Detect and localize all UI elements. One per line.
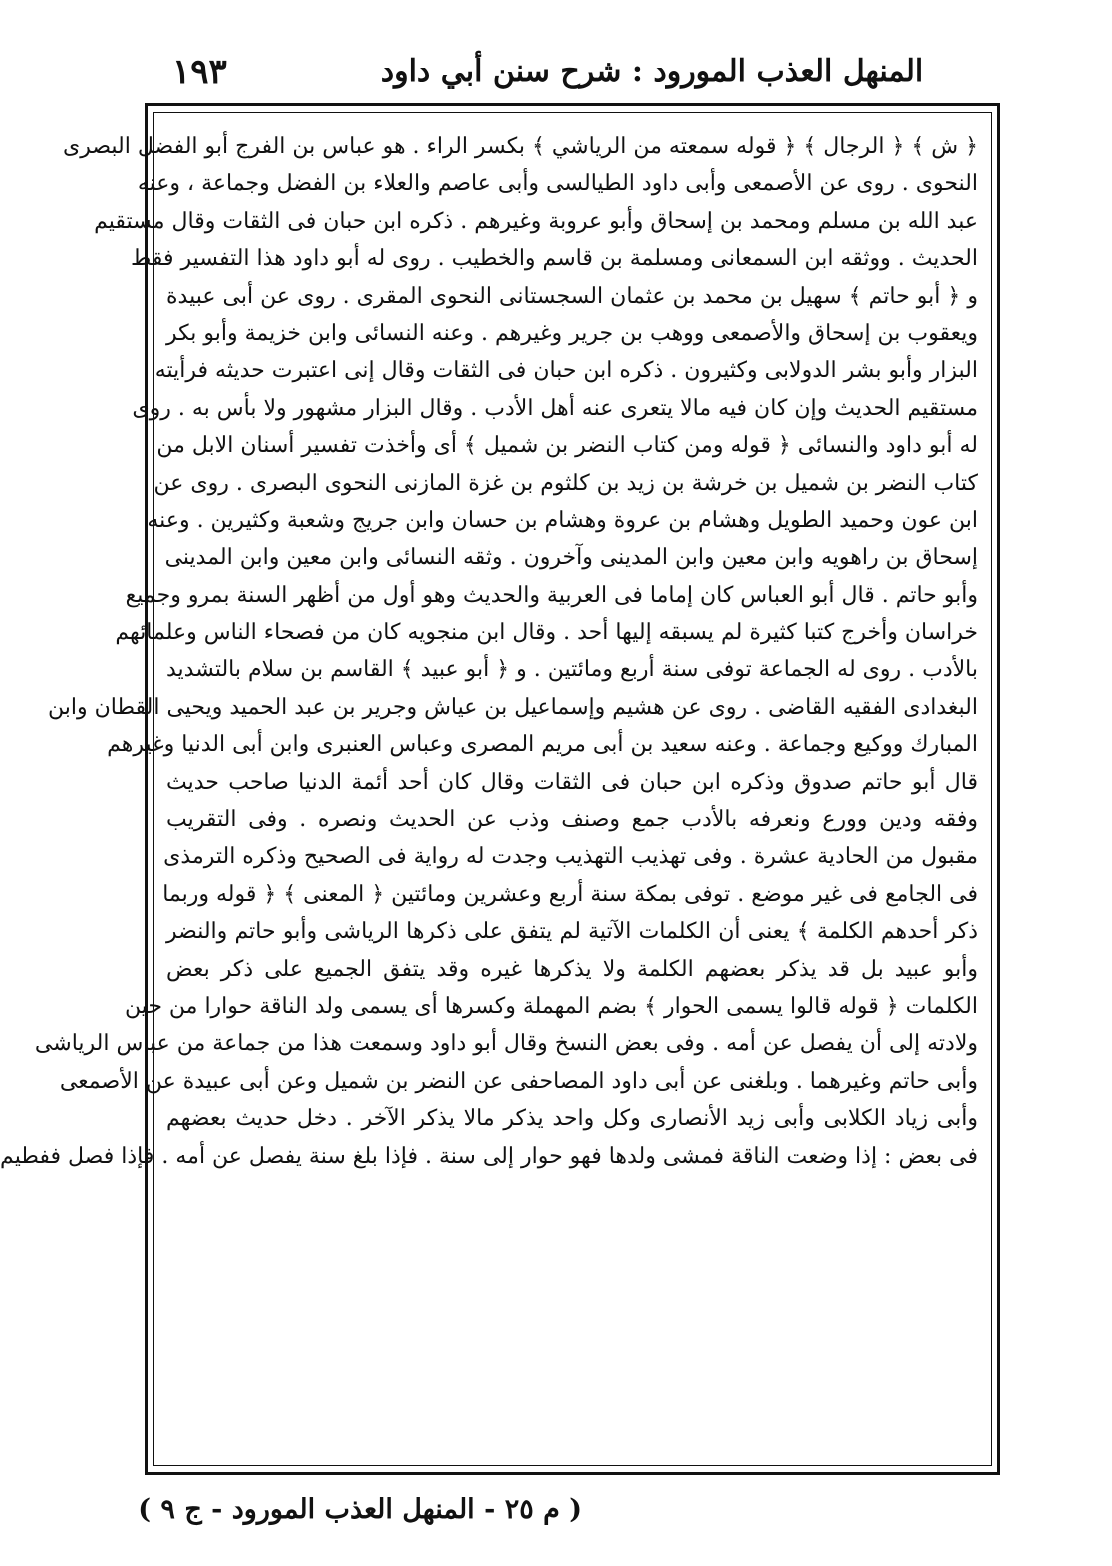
- page-number: ١٩٣: [172, 52, 227, 92]
- text-line: له أبو داود والنسائى ﴿ قوله ومن كتاب النضر بن شميل ﴾ أى وأخذت تفسير أسنان الابل من: [156, 433, 978, 459]
- text-line: البزار وأبو بشر الدولابى وكثيرون . ذكره ابن حبان فى الثقات وقال إنى اعتبرت حديثه فرأيته: [154, 358, 978, 384]
- text-line: قال أبو حاتم صدوق وذكره ابن حبان فى الثقات وقال كان أحد أئمة الدنيا صاحب حديث: [166, 769, 978, 795]
- text-line: فى الجامع فى غير موضع . توفى بمكة سنة أربع وعشرين ومائتين ﴿ المعنى ﴾ ﴿ قوله وربما: [162, 881, 978, 907]
- text-line: الحديث . ووثقه ابن السمعانى ومسلمة بن قاسم والخطيب . روى له أبو داود هذا التفسير فقط: [131, 246, 978, 272]
- text-line: عبد الله بن مسلم ومحمد بن إسحاق وأبو عروبة وغيرهم . ذكره ابن حبان فى الثقات وقال مستقيم: [94, 208, 978, 234]
- running-title: المنهل العذب المورود : شرح سنن أبي داود: [380, 54, 924, 89]
- text-line: كتاب النضر بن شميل بن خرشة بن زيد بن كلثوم بن غزة المازنى النحوى البصرى . روى عن: [153, 470, 978, 496]
- text-line: خراسان وأخرج كتبا كثيرة لم يسبقه إليها أحد . وقال ابن منجويه كان من فصحاء الناس وعلمائهم: [115, 620, 978, 646]
- page-header: [152, 50, 992, 100]
- text-line: وفقه ودين وورع ونعرفه بالأدب جمع وصنف وذب عن الحديث ونصره . وفى التقريب: [166, 807, 978, 833]
- text-line: فى بعض : إذا وضعت الناقة فمشى ولدها فهو حوار إلى سنة . فإذا بلغ سنة يفصل عن أمه . فإذا فصل ففطيم: [0, 1143, 978, 1169]
- text-line: بالأدب . روى له الجماعة توفى سنة أربع ومائتين . و ﴿ أبو عبيد ﴾ القاسم بن سلام بالتشديد: [166, 657, 978, 683]
- text-line: إسحاق بن راهويه وابن معين وابن المدينى وآخرون . وثقه النسائى وابن معين وابن المدينى: [164, 545, 978, 571]
- text-line: ولادته إلى أن يفصل عن أمه . وفى بعض النسخ وقال أبو داود وسمعت هذا من جماعة من عباس الرياشى: [34, 1031, 978, 1057]
- text-line: وأبى حاتم وغيرهما . وبلغنى عن أبى داود المصاحفى عن النضر بن شميل وعن أبى عبيدة عن الأصمعى: [59, 1068, 978, 1094]
- text-line: الكلمات ﴿ قوله قالوا يسمى الحوار ﴾ بضم المهملة وكسرها أى يسمى ولد الناقة حوارا من حين: [124, 993, 978, 1019]
- body-text: [0, 128, 978, 1462]
- text-line: مقبول من الحادية عشرة . وفى تهذيب التهذيب وجدت له رواية فى الصحيح وذكره الترمذى: [163, 844, 978, 870]
- text-line: المبارك ووكيع وجماعة . وعنه سعيد بن أبى مريم المصرى وعباس العنبرى وابن أبى الدنيا وغيرهم: [107, 732, 978, 758]
- text-line: [166, 1175, 978, 1212]
- text-line: ابن عون وحميد الطويل وهشام بن عروة وهشام بن حسان وابن جريج وشعبة وكثيرين . وعنه: [147, 507, 978, 533]
- text-line: النحوى . روى عن الأصمعى وأبى داود الطيالسى وأبى عاصم والعلاء بن الفضل وجماعة ، وعنه: [137, 171, 978, 197]
- text-line: ﴿ ش ﴾ ﴿ الرجال ﴾ ﴿ قوله سمعته من الرياشي ﴾ بكسر الراء . هو عباس بن الفرج أبو الفضل البصرى: [62, 134, 978, 159]
- text-line: مستقيم الحديث وإن كان فيه مالا يتعرى عنه أهل الأدب . وقال البزار مشهور ولا بأس به . روى: [132, 395, 978, 421]
- text-line: ويعقوب بن إسحاق والأصمعى ووهب بن جرير وغيرهم . وعنه النسائى وابن خزيمة وأبو بكر: [165, 320, 978, 346]
- text-line: و ﴿ أبو حاتم ﴾ سهيل بن محمد بن عثمان السجستانى النحوى المقرى . روى عن أبى عبيدة: [166, 283, 978, 309]
- text-line: وأبى زياد الكلابى وأبى زيد الأنصارى وكل واحد يذكر مالا يذكر الآخر . دخل حديث بعضهم: [166, 1106, 978, 1132]
- text-line: البغدادى الفقيه القاضى . روى عن هشيم وإسماعيل بن عياش وجرير بن عبد الحميد ويحيى القطان وابن: [48, 694, 978, 720]
- text-line: ذكر أحدهم الكلمة ﴾ يعنى أن الكلمات الآتية لم يتفق على ذكرها الرياشى وأبو حاتم والنضر: [166, 919, 978, 945]
- signature-mark: ( م ٢٥ - المنهل العذب المورود - ج ٩ ): [138, 1494, 582, 1525]
- text-line: وأبو عبيد بل قد يذكر بعضهم الكلمة ولا يذكرها غيره وقد يتفق الجميع على ذكر بعض: [166, 956, 978, 982]
- text-line: وأبو حاتم . قال أبو العباس كان إماما فى العربية والحديث وهو أول من أظهر السنة بمرو وجميع: [125, 582, 978, 608]
